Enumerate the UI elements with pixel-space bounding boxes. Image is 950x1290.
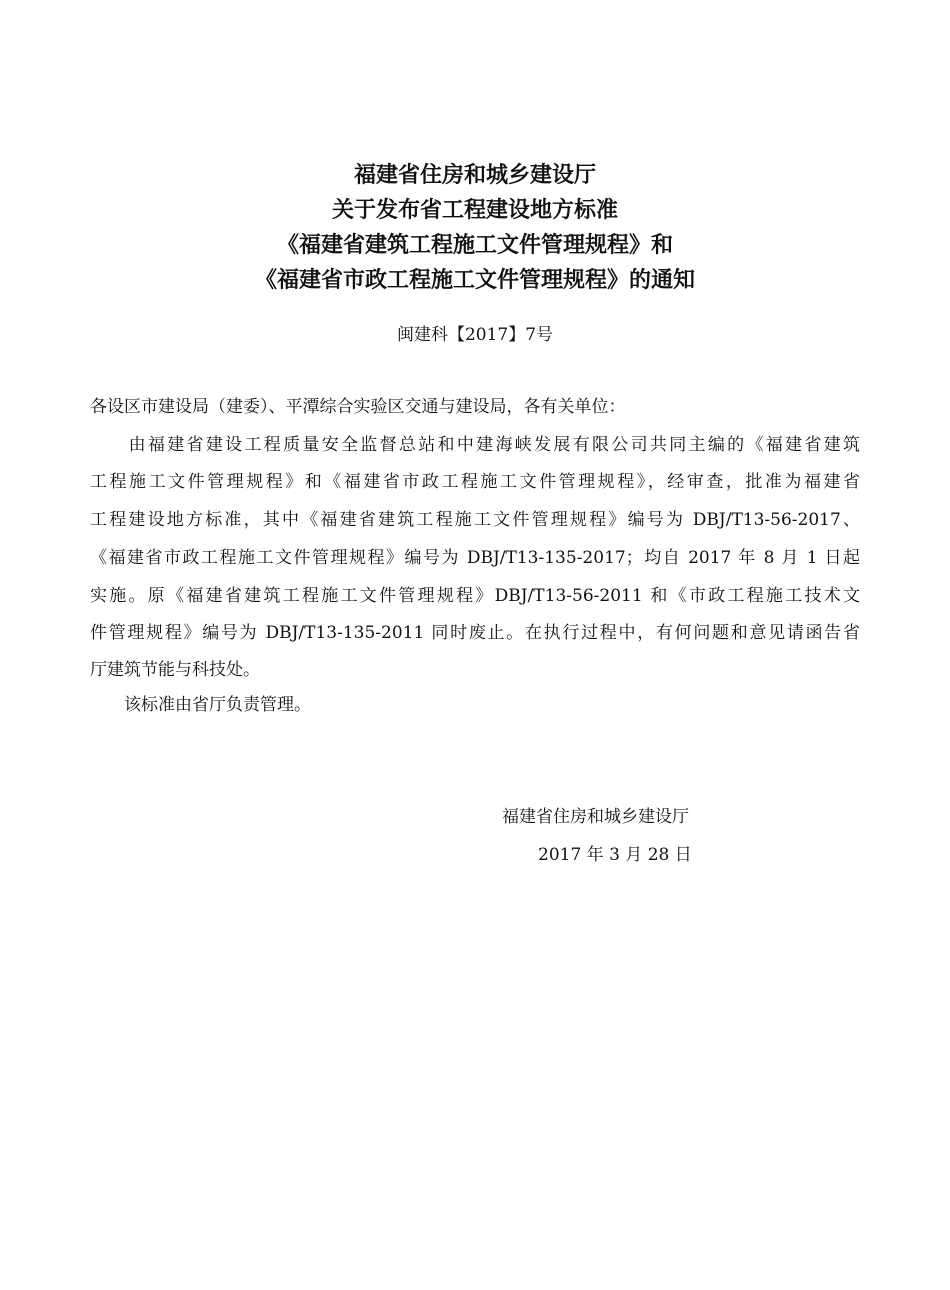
title-line-2: 关于发布省工程建设地方标准: [331, 197, 618, 223]
addressee: 各设区市建设局（建委）、平潭综合实验区交通与建设局，各有关单位：: [90, 397, 626, 417]
signature: 福建省住房和城乡建设厅: [502, 807, 689, 827]
body-line: 《福建省市政工程施工文件管理规程》编号为 DBJ/T13-135-2017；均自 2017 年 8 月 1 日起: [90, 548, 860, 568]
title-line-3: 《福建省建筑工程施工文件管理规程》和: [276, 232, 673, 258]
body-line: 件管理规程》编号为 DBJ/T13-135-2011 同时废止。在执行过程中，有何问题和意见请函告省: [90, 623, 860, 643]
body-line: 厅建筑节能与科技处。: [90, 660, 260, 680]
title-line-1: 福建省住房和城乡建设厅: [353, 162, 596, 188]
body-line: 由福建省建设工程质量安全监督总站和中建海峡发展有限公司共同主编的《福建省建筑: [90, 435, 860, 455]
body-line: 实施。原《福建省建筑工程施工文件管理规程》DBJ/T13-56-2011 和《市政工程施工技术文: [90, 586, 860, 606]
closing-line: 该标准由省厅负责管理。: [90, 695, 311, 715]
date: 2017 年 3 月 28 日: [538, 845, 692, 865]
body-line: 工程建设地方标准，其中《福建省建筑工程施工文件管理规程》编号为 DBJ/T13-56-2017、: [90, 510, 860, 530]
document-number: 闽建科【2017】7号: [396, 325, 554, 345]
body-line: 工程施工文件管理规程》和《福建省市政工程施工文件管理规程》，经审查，批准为福建省: [90, 472, 860, 492]
title-line-4: 《福建省市政工程施工文件管理规程》的通知: [254, 267, 695, 293]
